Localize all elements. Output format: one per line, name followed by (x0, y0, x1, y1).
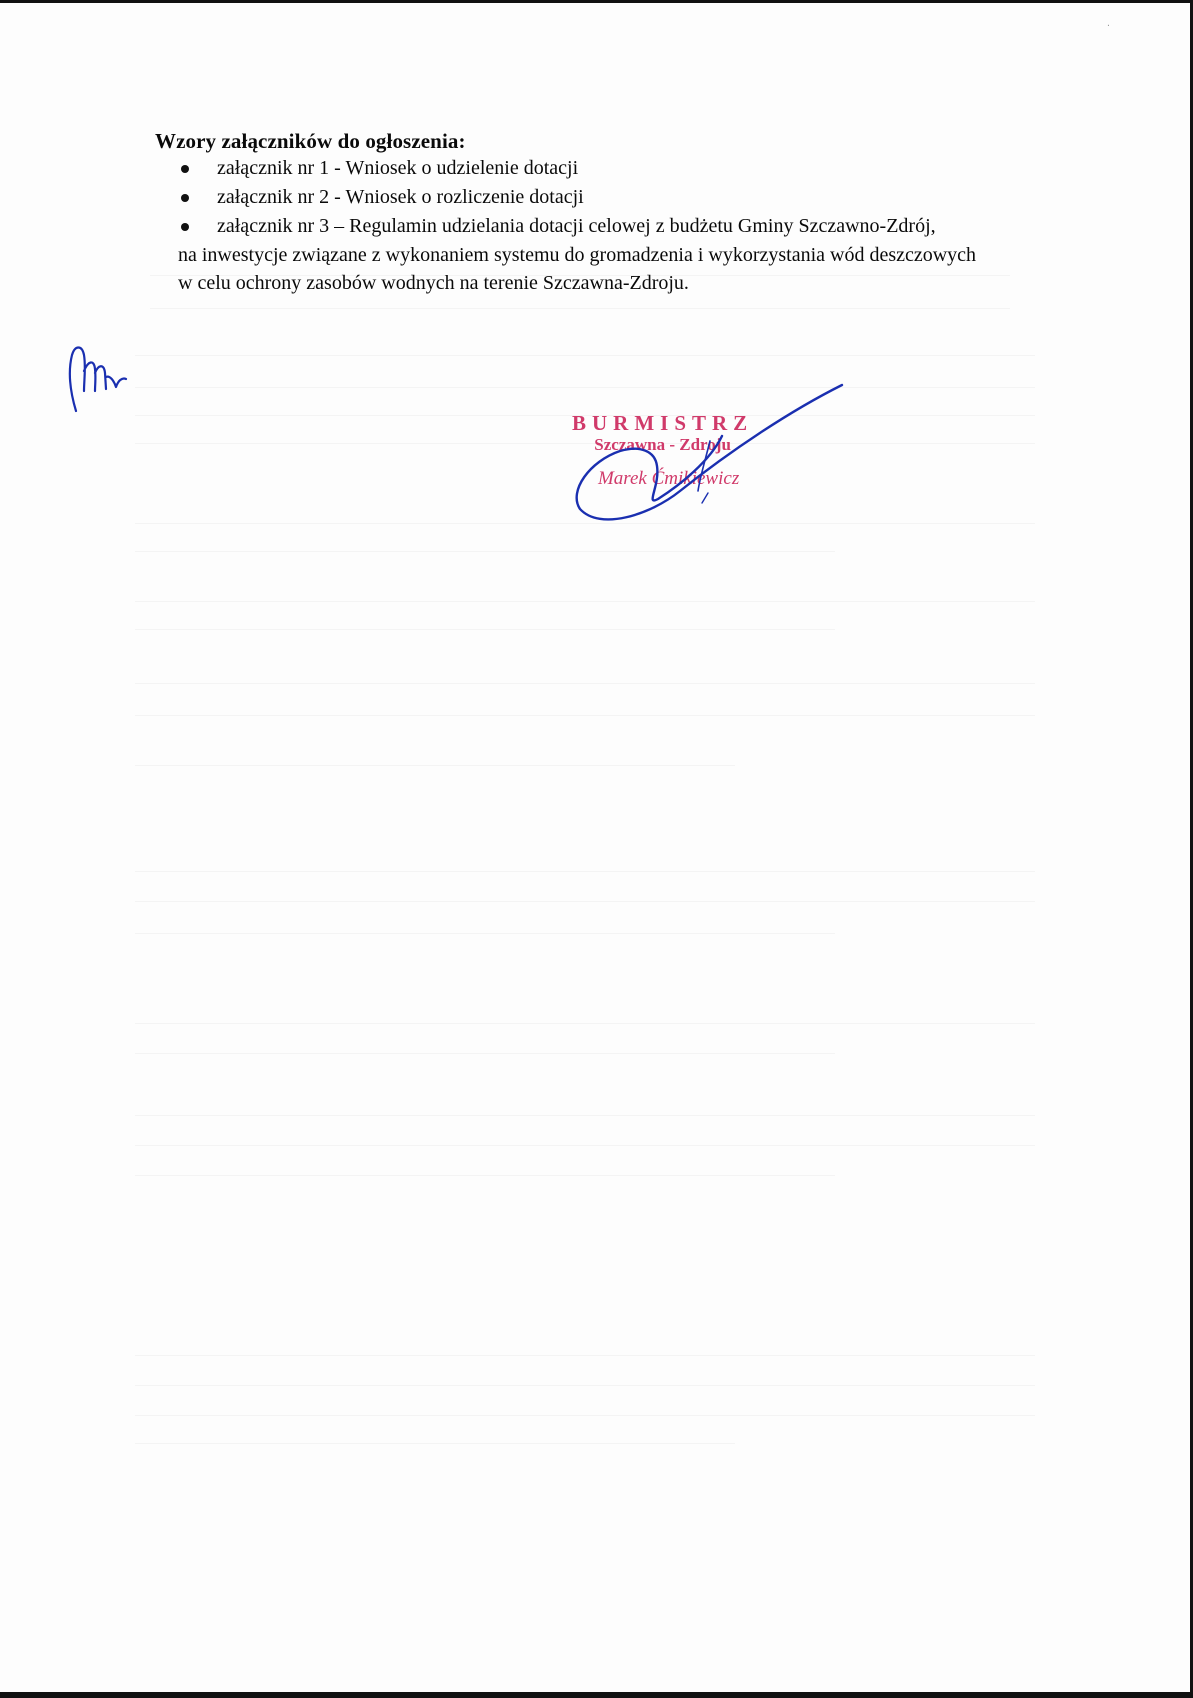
stamp-name: Marek Ćmikiewicz (597, 468, 740, 489)
attachment-item-text: załącznik nr 2 - Wniosek o rozliczenie dotacji (217, 186, 584, 208)
show-through-line (135, 901, 1035, 902)
show-through-line (135, 765, 735, 766)
show-through-line (135, 1415, 1035, 1416)
description-line: na inwestycje związane z wykonaniem systemu do gromadzenia i wykorzystania wód deszczowych (178, 244, 977, 266)
show-through-line (135, 1443, 735, 1444)
attachment-item (178, 154, 936, 183)
show-through-line (135, 1023, 1035, 1024)
show-through-line (135, 1355, 1035, 1356)
show-through-line (135, 1145, 1035, 1146)
show-through-line (135, 1175, 835, 1176)
attachment-item-text: załącznik nr 3 – Regulamin udzielania dotacji celowej z budżetu Gminy Szczawno-Zdrój, (217, 215, 936, 237)
show-through-line (135, 683, 1035, 684)
show-through-line (135, 1053, 835, 1054)
attachments-list (178, 154, 936, 241)
show-through-line (150, 308, 1010, 309)
attachment-item (178, 183, 936, 212)
stamp-title: BURMISTRZ (572, 411, 754, 435)
bullet-icon (181, 223, 189, 231)
scan-artifact: · (1106, 21, 1110, 32)
attachment-description (178, 241, 976, 297)
show-through-line (135, 629, 835, 630)
show-through-line (135, 1115, 1035, 1116)
stamp-place: Szczawna - Zdroju (594, 435, 731, 454)
show-through-line (135, 551, 835, 552)
handwritten-initials (62, 341, 132, 421)
handwritten-signature (560, 381, 860, 541)
show-through-line (135, 871, 1035, 872)
attachment-item (178, 212, 936, 241)
attachments-heading: Wzory załączników do ogłoszenia: (155, 129, 466, 153)
bullet-icon (181, 165, 189, 173)
bullet-icon (181, 194, 189, 202)
show-through-line (135, 933, 835, 934)
show-through-line (135, 715, 1035, 716)
show-through-line (135, 601, 1035, 602)
attachment-item-text: załącznik nr 1 - Wniosek o udzielenie dotacji (217, 157, 579, 179)
description-line: w celu ochrony zasobów wodnych na terenie Szczawna-Zdroju. (178, 272, 689, 294)
show-through-line (135, 1385, 1035, 1386)
show-through-line (135, 355, 1035, 356)
